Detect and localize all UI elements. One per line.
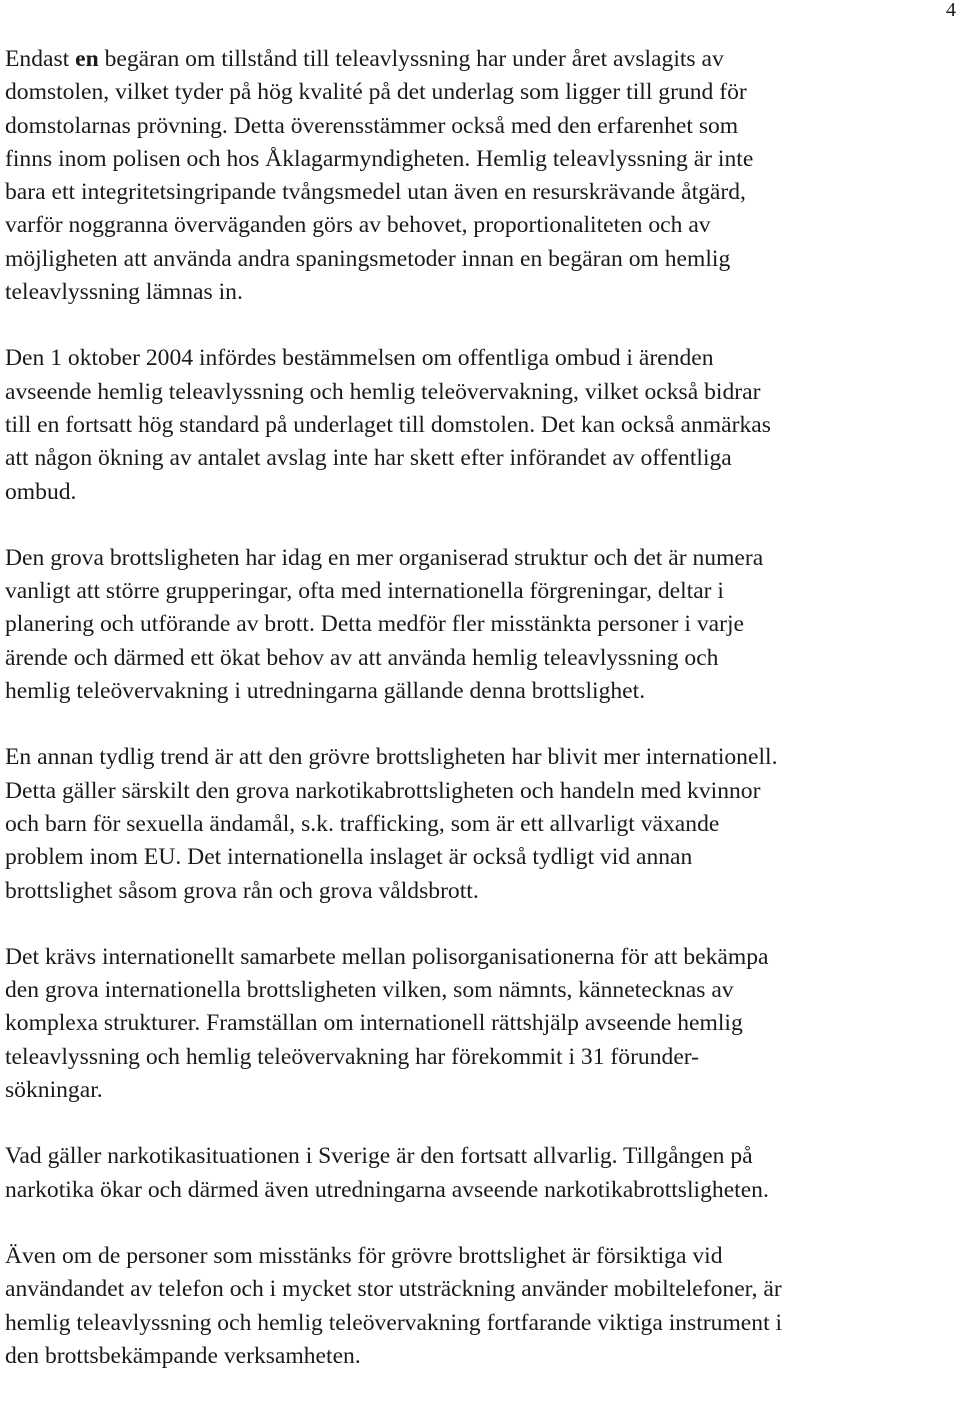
text-segment: ärende och därmed ett ökat behov av att använda hemlig teleavlyssning och	[5, 644, 719, 671]
text-line	[5, 675, 960, 708]
text-line	[5, 1007, 960, 1040]
text-line	[5, 143, 960, 176]
text-line	[5, 243, 960, 276]
text-line	[5, 1074, 960, 1107]
paragraph	[5, 1140, 960, 1207]
text-line	[5, 1307, 960, 1340]
text-line	[5, 376, 960, 409]
text-segment: hemlig teleavlyssning och hemlig teleövervakning fortfarande viktiga instrument i	[5, 1309, 783, 1336]
text-segment: hemlig teleövervakning i utredningarna gällande denna brottslighet.	[5, 678, 646, 705]
text-segment: Den grova brottsligheten har idag en mer organiserad struktur och det är numera	[5, 544, 764, 571]
text-segment: brottslighet såsom grova rån och grova våldsbrott.	[5, 877, 479, 904]
emphasis-text: en	[75, 46, 99, 72]
text-line	[5, 110, 960, 143]
text-line	[5, 775, 960, 808]
text-segment: begäran om tillstånd till teleavlyssning har under året avslagits av	[98, 46, 724, 72]
text-line	[5, 1273, 960, 1306]
document-body	[5, 43, 960, 1406]
text-line	[5, 808, 960, 841]
text-segment: vanligt att större grupperingar, ofta med internationella förgreningar, deltar i	[5, 578, 724, 605]
text-line	[5, 409, 960, 442]
paragraph	[5, 542, 960, 708]
text-segment: sökningar.	[5, 1077, 103, 1104]
text-line	[5, 875, 960, 908]
text-segment: domstolen, vilket tyder på hög kvalité på det underlag som ligger till grund för	[5, 79, 747, 106]
text-line	[5, 176, 960, 209]
text-segment: och barn för sexuella ändamål, s.k. trafficking, som är ett allvarligt växande	[5, 810, 720, 837]
text-segment: att någon ökning av antalet avslag inte har skett efter införandet av offentliga	[5, 445, 732, 472]
text-line	[5, 76, 960, 109]
text-line	[5, 974, 960, 1007]
text-line	[5, 741, 960, 774]
text-line	[5, 276, 960, 309]
text-line	[5, 1240, 960, 1273]
text-segment: bara ett integritetsingripande tvångsmedel utan även en resurskrävande åtgärd,	[5, 179, 746, 206]
text-line	[5, 342, 960, 375]
text-segment: teleavlyssning lämnas in.	[5, 279, 243, 306]
text-segment: narkotika ökar och därmed även utredningarna avseende narkotikabrottsligheten.	[5, 1176, 769, 1203]
text-line	[5, 442, 960, 475]
text-segment: Den 1 oktober 2004 infördes bestämmelsen om offentliga ombud i ärenden	[5, 345, 714, 372]
text-segment: Det krävs internationellt samarbete mellan polisorganisationerna för att bekämpa	[5, 943, 769, 970]
text-line	[5, 209, 960, 242]
text-segment: domstolarnas prövning. Detta överensstämmer också med den erfarenhet som	[5, 112, 739, 139]
paragraph	[5, 43, 960, 309]
text-segment: finns inom polisen och hos Åklagarmyndigheten. Hemlig teleavlyssning är inte	[5, 145, 754, 172]
text-line	[5, 1174, 960, 1207]
text-line	[5, 476, 960, 509]
text-line	[5, 841, 960, 874]
text-segment: den grova internationella brottsligheten vilken, som nämnts, kännetecknas av	[5, 977, 734, 1004]
text-line	[5, 43, 960, 76]
text-line	[5, 1041, 960, 1074]
paragraph	[5, 342, 960, 508]
text-line	[5, 608, 960, 641]
text-line	[5, 1140, 960, 1173]
text-segment: avseende hemlig teleavlyssning och hemlig teleövervakning, vilket också bidrar	[5, 378, 761, 405]
paragraph	[5, 1240, 960, 1373]
text-segment: ombud.	[5, 478, 77, 505]
text-segment: användandet av telefon och i mycket stor utsträckning använder mobiltelefoner, är	[5, 1276, 782, 1303]
text-segment: problem inom EU. Det internationella inslaget är också tydligt vid annan	[5, 844, 693, 871]
text-line	[5, 1340, 960, 1373]
paragraph	[5, 741, 960, 907]
text-segment: varför noggranna överväganden görs av behovet, proportionaliteten och av	[5, 212, 711, 239]
text-line	[5, 542, 960, 575]
text-segment: komplexa strukturer. Framställan om internationell rättshjälp avseende hemlig	[5, 1010, 743, 1037]
text-line	[5, 642, 960, 675]
text-segment: teleavlyssning och hemlig teleövervakning har förekommit i 31 förunder-	[5, 1043, 700, 1070]
text-segment: planering och utförande av brott. Detta medför fler misstänkta personer i varje	[5, 611, 744, 638]
text-segment: Även om de personer som misstänks för grövre brottslighet är försiktiga vid	[5, 1242, 723, 1269]
text-segment: En annan tydlig trend är att den grövre brottsligheten har blivit mer internationell.	[5, 744, 778, 771]
text-segment: till en fortsatt hög standard på underlaget till domstolen. Det kan också anmärkas	[5, 411, 771, 438]
text-line	[5, 941, 960, 974]
page-number: 4	[946, 0, 956, 21]
paragraph	[5, 941, 960, 1107]
text-line	[5, 575, 960, 608]
text-segment: Vad gäller narkotikasituationen i Sverige är den fortsatt allvarlig. Tillgången på	[5, 1143, 753, 1170]
text-segment: den brottsbekämpande verksamheten.	[5, 1342, 361, 1369]
text-segment: möjligheten att använda andra spaningsmetoder innan en begäran om hemlig	[5, 245, 731, 272]
text-segment: Endast	[5, 46, 76, 72]
text-segment: Detta gäller särskilt den grova narkotikabrottsligheten och handeln med kvinnor	[5, 777, 761, 804]
